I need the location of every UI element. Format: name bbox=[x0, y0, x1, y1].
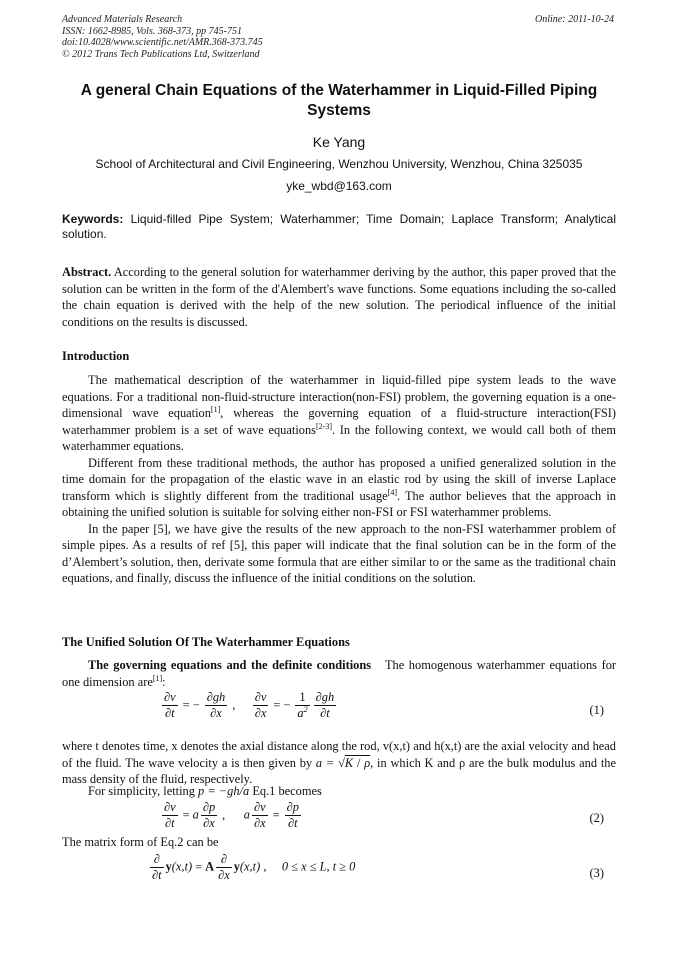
author-email: yke_wbd@163.com bbox=[286, 179, 392, 193]
simplicity-equation: p = −gh/a bbox=[198, 784, 250, 798]
citation: [4] bbox=[387, 487, 397, 497]
issn: ISSN: 1662-8985, Vols. 368-373, pp 745-751 bbox=[62, 25, 242, 37]
intro-p1-text-a: The mathematical description of the waterhammer in liquid-filled pipe system leads to the wave equations. For a traditional non-fluid-structure interaction(non-FSI) problem, the governing equation is a one-dimensional wave equation bbox=[62, 373, 616, 420]
introduction-body bbox=[62, 372, 616, 587]
intro-p1-text-c: . In the following context, we would call both of them waterhammer equations. bbox=[62, 422, 616, 453]
matrix-text: The matrix form of Eq.2 can be bbox=[62, 835, 219, 849]
where-text: where t denotes time, x denotes the axial distance along the rod, v(x,t) and h(x,t) are the axial velocity and head of the fluid. The wave velocity a is then given by bbox=[62, 739, 616, 770]
intro-paragraph-3: In the paper [5], we have give the results of the new approach to the non-FSI waterhammer problem of simple pipes. As a results of ref [5], this paper will indicate that the final solution can be in the form of the d’Alembert’s solution, then, derivate some formula that are either similar to or the same as the traditional chain equations, and finally, discuss the influence of the initial conditions on the solution. bbox=[62, 521, 616, 585]
intro-p2-text-a: Different from these traditional methods, the author has proposed a unified generalized solution in the time domain for the propagation of the elastic wave in an elastic rod by using the skill of inverse Laplace transform which is slightly different from the traditional usage bbox=[62, 455, 616, 503]
sub-heading: The governing equations and the definite conditions bbox=[88, 658, 372, 672]
citation: [1] bbox=[210, 404, 221, 414]
online-date: Online: 2011-10-24 bbox=[535, 14, 614, 25]
intro-p2-text-b: . The author believes that the approach in obtaining the unified solution is suitable for solving either non-FSI or FSI waterhammer problems. bbox=[62, 488, 616, 519]
keywords-label: Keywords: bbox=[62, 212, 124, 226]
simplicity-text: For simplicity, letting bbox=[88, 784, 195, 798]
doi: doi:10.4028/www.scientific.net/AMR.368-373.745 bbox=[62, 37, 263, 48]
equation-1-number: (1) bbox=[589, 703, 604, 717]
equation-1: $\frac{\partial v}{\partial t}$ = − $\frac{\partial gh}{\partial x}$ , $\frac{\partial v}{\partial x}$ = − $\frac{1}{a^2}$ $\frac{\partial gh}{\partial t}$ bbox=[164, 690, 335, 720]
intro-paragraph-2 bbox=[62, 455, 616, 521]
keywords bbox=[62, 212, 616, 242]
unified-heading: The Unified Solution Of The Waterhammer Equations bbox=[62, 635, 350, 649]
equation-3: $\frac{\partial}{\partial t}$ y(x,t) = A $\frac{\partial}{\partial x}$ y(x,t) , 0 ≤ x ≤ L, t ≥ 0 bbox=[152, 852, 356, 882]
where-paragraph bbox=[62, 738, 616, 788]
author-name: Ke Yang bbox=[312, 134, 366, 150]
citation: [2-3] bbox=[315, 421, 332, 431]
simplicity-paragraph bbox=[62, 783, 616, 800]
introduction-heading: Introduction bbox=[62, 349, 130, 363]
sub-text: The homogenous waterhammer equations for one dimension are bbox=[62, 658, 617, 689]
wave-velocity-formula: a = √K / ρ bbox=[315, 755, 371, 770]
author-affiliation: School of Architectural and Civil Engineering, Wenzhou University, Wenzhou, China 325035 bbox=[95, 157, 583, 171]
intro-p1-text-b: , whereas the governing equation of a fluid-structure interaction(FSI) waterhammer problem is a set of wave equations bbox=[62, 406, 616, 437]
keywords-text: Liquid-filled Pipe System; Waterhammer; Time Domain; Laplace Transform; Analytical solution. bbox=[62, 212, 616, 241]
abstract-label: Abstract. bbox=[62, 265, 112, 279]
equation-3-range: 0 ≤ x ≤ L, t ≥ 0 bbox=[281, 859, 356, 874]
intro-paragraph-1 bbox=[62, 372, 616, 455]
simplicity-after: Eq.1 becomes bbox=[252, 784, 322, 798]
equation-2-number: (2) bbox=[589, 811, 604, 825]
paper-title: A general Chain Equations of the Waterhammer in Liquid-Filled Piping Systems bbox=[80, 82, 598, 119]
abstract-text: According to the general solution for waterhammer deriving by the author, this paper proved that the solution can be written in the form of the d'Alembert's wave functions. Some equations including the so-called the chain equation is derived with the help of the new solution. The periodical influence of the initial conditions on the results is discussed. bbox=[62, 265, 616, 329]
copyright: © 2012 Trans Tech Publications Ltd, Switzerland bbox=[62, 48, 260, 60]
citation: [1] bbox=[152, 673, 163, 683]
journal-header bbox=[62, 14, 263, 60]
equation-3-number: (3) bbox=[589, 866, 604, 880]
governing-paragraph: The governing equations and the definite conditions The homogenous waterhammer equations for one dimension are[1]: bbox=[62, 658, 617, 689]
where-text-2: , in which K and ρ are the bulk modulus and the mass density of the fluid, respectively. bbox=[62, 755, 616, 786]
abstract bbox=[62, 264, 616, 330]
equation-2: $\frac{\partial v}{\partial t}$ = a $\frac{\partial p}{\partial x}$ , a $\frac{\partial v}{\partial x}$ = $\frac{\partial p}{\partial t}$ bbox=[164, 800, 299, 830]
journal-name: Advanced Materials Research bbox=[62, 14, 183, 25]
